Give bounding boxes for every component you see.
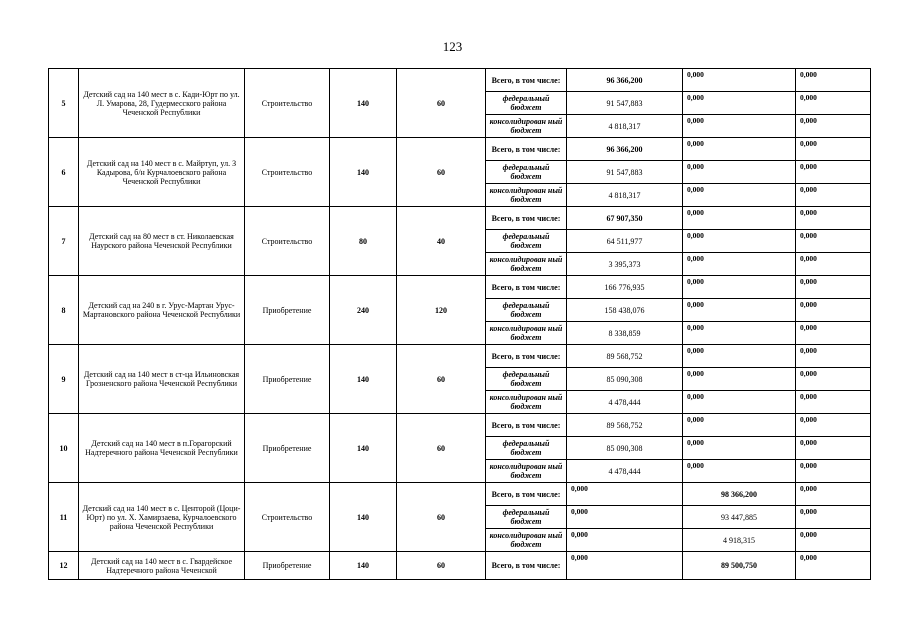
value-year-2: 0,000 [683, 276, 796, 299]
value-year-2: 0,000 [683, 230, 796, 253]
value-year-3: 0,000 [796, 69, 871, 92]
value-year-2: 0,000 [683, 253, 796, 276]
value-year-1: 0,000 [567, 552, 683, 580]
value-year-2: 0,000 [683, 92, 796, 115]
work-type: Строительство [245, 138, 330, 207]
budget-table [48, 68, 871, 580]
row-number: 12 [49, 552, 79, 580]
row-number: 7 [49, 207, 79, 276]
funding-label: Всего, в том числе: [486, 345, 567, 368]
value-year-3: 0,000 [796, 92, 871, 115]
row-number: 9 [49, 345, 79, 414]
value-year-3: 0,000 [796, 184, 871, 207]
value-year-3: 0,000 [796, 414, 871, 437]
funding-label: консолидирован ный бюджет [486, 184, 567, 207]
count: 60 [397, 69, 486, 138]
object-name: Детский сад на 140 мест в с. Майртуп, ул. З Кадырова, б/н Курчалоевского района Чеченской Республики [79, 138, 245, 207]
object-name: Детский сад на 80 мест в ст. Николаевская Наурского района Чеченской Республики [79, 207, 245, 276]
value-year-1: 64 511,977 [567, 230, 683, 253]
count: 60 [397, 483, 486, 552]
object-name: Детский сад на 140 мест в с. Центорой (Цоци-Юрт) по ул. Х. Хамирзаева, Курчалоевского района Чеченской Республики [79, 483, 245, 552]
capacity: 240 [330, 276, 397, 345]
table-row [49, 483, 871, 506]
value-year-1: 4 478,444 [567, 460, 683, 483]
funding-label: консолидирован ный бюджет [486, 115, 567, 138]
funding-label: консолидирован ный бюджет [486, 391, 567, 414]
value-year-1: 96 366,200 [567, 69, 683, 92]
value-year-2: 98 366,200 [683, 483, 796, 506]
object-name: Детский сад на 140 мест в с. Кади-Юрт по ул. Л. Умарова, 28, Гудермесского района Чеченской Республики [79, 69, 245, 138]
page-number: 123 [442, 39, 463, 54]
funding-label: Всего, в том числе: [486, 483, 567, 506]
value-year-3: 0,000 [796, 529, 871, 552]
count: 120 [397, 276, 486, 345]
funding-label: Всего, в том числе: [486, 414, 567, 437]
count: 60 [397, 345, 486, 414]
work-type: Приобретение [245, 345, 330, 414]
value-year-1: 0,000 [567, 483, 683, 506]
value-year-3: 0,000 [796, 161, 871, 184]
value-year-1: 4 818,317 [567, 115, 683, 138]
value-year-3: 0,000 [796, 460, 871, 483]
value-year-3: 0,000 [796, 322, 871, 345]
funding-label: федеральный бюджет [486, 161, 567, 184]
work-type: Приобретение [245, 414, 330, 483]
funding-label: консолидирован ный бюджет [486, 253, 567, 276]
value-year-2: 0,000 [683, 115, 796, 138]
count: 60 [397, 552, 486, 580]
value-year-1: 3 395,373 [567, 253, 683, 276]
value-year-2: 0,000 [683, 391, 796, 414]
funding-label: Всего, в том числе: [486, 138, 567, 161]
funding-label: Всего, в том числе: [486, 552, 567, 580]
funding-label: федеральный бюджет [486, 368, 567, 391]
value-year-1: 85 090,308 [567, 368, 683, 391]
value-year-2: 0,000 [683, 161, 796, 184]
count: 40 [397, 207, 486, 276]
funding-label: консолидирован ный бюджет [486, 529, 567, 552]
capacity: 140 [330, 552, 397, 580]
count: 60 [397, 414, 486, 483]
work-type: Приобретение [245, 276, 330, 345]
table-row [49, 345, 871, 368]
row-number: 10 [49, 414, 79, 483]
value-year-3: 0,000 [796, 299, 871, 322]
table-row [49, 138, 871, 161]
value-year-1: 0,000 [567, 506, 683, 529]
row-number: 11 [49, 483, 79, 552]
value-year-2: 0,000 [683, 414, 796, 437]
value-year-1: 96 366,200 [567, 138, 683, 161]
value-year-2: 0,000 [683, 69, 796, 92]
value-year-2: 0,000 [683, 460, 796, 483]
value-year-3: 0,000 [796, 368, 871, 391]
row-number: 8 [49, 276, 79, 345]
value-year-3: 0,000 [796, 138, 871, 161]
value-year-3: 0,000 [796, 345, 871, 368]
work-type: Строительство [245, 69, 330, 138]
funding-label: Всего, в том числе: [486, 69, 567, 92]
work-type: Приобретение [245, 552, 330, 580]
table-row [49, 207, 871, 230]
capacity: 80 [330, 207, 397, 276]
value-year-1: 89 568,752 [567, 414, 683, 437]
value-year-2: 89 500,750 [683, 552, 796, 580]
funding-label: консолидирован ный бюджет [486, 322, 567, 345]
value-year-3: 0,000 [796, 207, 871, 230]
value-year-3: 0,000 [796, 437, 871, 460]
value-year-3: 0,000 [796, 483, 871, 506]
capacity: 140 [330, 138, 397, 207]
value-year-3: 0,000 [796, 230, 871, 253]
value-year-2: 0,000 [683, 207, 796, 230]
value-year-2: 93 447,885 [683, 506, 796, 529]
value-year-2: 0,000 [683, 138, 796, 161]
value-year-1: 166 776,935 [567, 276, 683, 299]
table-row [49, 276, 871, 299]
value-year-2: 0,000 [683, 437, 796, 460]
funding-label: федеральный бюджет [486, 92, 567, 115]
capacity: 140 [330, 69, 397, 138]
funding-label: федеральный бюджет [486, 230, 567, 253]
funding-label: федеральный бюджет [486, 506, 567, 529]
value-year-3: 0,000 [796, 276, 871, 299]
value-year-1: 0,000 [567, 529, 683, 552]
value-year-3: 0,000 [796, 552, 871, 580]
object-name: Детский сад на 140 мест в ст-ца Ильиновская Грозненского района Чеченской Республики [79, 345, 245, 414]
object-name: Детский сад на 140 мест в с. Гвардейское Надтеречного района Чеченской [79, 552, 245, 580]
row-number: 6 [49, 138, 79, 207]
object-name: Детский сад на 140 мест в п.Горагорский Надтеречного района Чеченской Республики [79, 414, 245, 483]
value-year-1: 67 907,350 [567, 207, 683, 230]
value-year-2: 0,000 [683, 299, 796, 322]
funding-label: федеральный бюджет [486, 437, 567, 460]
value-year-1: 4 478,444 [567, 391, 683, 414]
table-row [49, 69, 871, 92]
funding-label: консолидирован ный бюджет [486, 460, 567, 483]
table-row [49, 414, 871, 437]
funding-label: Всего, в том числе: [486, 276, 567, 299]
count: 60 [397, 138, 486, 207]
value-year-2: 0,000 [683, 322, 796, 345]
work-type: Строительство [245, 483, 330, 552]
value-year-1: 8 338,859 [567, 322, 683, 345]
work-type: Строительство [245, 207, 330, 276]
value-year-2: 0,000 [683, 345, 796, 368]
capacity: 140 [330, 483, 397, 552]
funding-label: Всего, в том числе: [486, 207, 567, 230]
value-year-2: 0,000 [683, 368, 796, 391]
capacity: 140 [330, 345, 397, 414]
object-name: Детский сад на 240 в г. Урус-Мартан Урус-Мартановского района Чеченской Республики [79, 276, 245, 345]
row-number: 5 [49, 69, 79, 138]
value-year-1: 91 547,883 [567, 92, 683, 115]
capacity: 140 [330, 414, 397, 483]
value-year-2: 4 918,315 [683, 529, 796, 552]
value-year-3: 0,000 [796, 506, 871, 529]
value-year-3: 0,000 [796, 391, 871, 414]
value-year-1: 4 818,317 [567, 184, 683, 207]
value-year-1: 85 090,308 [567, 437, 683, 460]
value-year-3: 0,000 [796, 253, 871, 276]
value-year-2: 0,000 [683, 184, 796, 207]
table-row [49, 552, 871, 580]
value-year-1: 158 438,076 [567, 299, 683, 322]
value-year-1: 91 547,883 [567, 161, 683, 184]
funding-label: федеральный бюджет [486, 299, 567, 322]
value-year-1: 89 568,752 [567, 345, 683, 368]
value-year-3: 0,000 [796, 115, 871, 138]
